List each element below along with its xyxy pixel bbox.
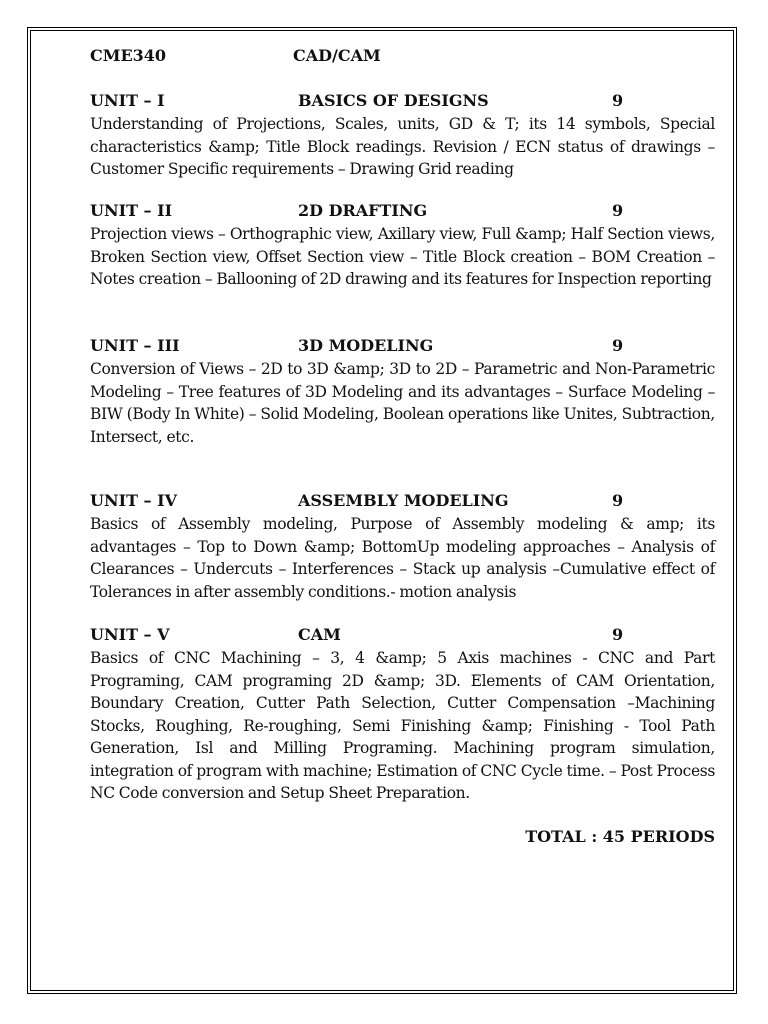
unit-hours: 9	[612, 491, 624, 510]
unit-5	[90, 625, 715, 805]
unit-hours: 9	[612, 336, 624, 355]
unit-label: UNIT – V	[90, 625, 170, 644]
unit-title: BASICS OF DESIGNS	[298, 91, 489, 110]
total-periods: TOTAL : 45 PERIODS	[525, 827, 715, 846]
unit-title: 3D MODELING	[298, 336, 434, 355]
course-header	[90, 46, 715, 68]
unit-content: Projection views – Orthographic view, Axillary view, Full &amp; Half Section views, Broken Section view, Offset Section view – Title Block creation – BOM Creation – Notes creation – Ballooning of 2D drawing and its features for Inspection reporting	[90, 225, 715, 288]
unit-hours: 9	[612, 201, 624, 220]
unit-1	[90, 91, 715, 181]
unit-2	[90, 201, 715, 291]
course-code: CME340	[90, 46, 167, 65]
unit-content: Conversion of Views – 2D to 3D &amp; 3D to 2D – Parametric and Non-Parametric Modeling – Tree features of 3D Modeling and its advantages – Surface Modeling – BIW (Body In White) – Solid Modeling, Boolean operations like Unites, Subtraction, Intersect, etc.	[90, 360, 715, 446]
unit-4	[90, 491, 715, 603]
unit-label: UNIT – I	[90, 91, 165, 110]
unit-hours: 9	[612, 625, 624, 644]
unit-header	[90, 201, 715, 223]
unit-content: Basics of Assembly modeling, Purpose of Assembly modeling & amp; its advantages – Top to Down &amp; BottomUp modeling approaches – Analysis of Clearances – Undercuts – Interferences – Stack up analysis –Cumulative effect of Tolerances in after assembly conditions.- motion analysis	[90, 515, 715, 601]
unit-content: Basics of CNC Machining – 3, 4 &amp; 5 Axis machines - CNC and Part Programing, CAM programing 2D &amp; 3D. Elements of CAM Orientation, Boundary Creation, Cutter Path Selection, Cutter Compensation –Machining Stocks, Roughing, Re-roughing, Semi Finishing &amp; Finishing - Tool Path Generation, Isl and Milling Programing. Machining program simulation, integration of program with machine; Estimation of CNC Cycle time. – Post Process NC Code conversion and Setup Sheet Preparation.	[90, 649, 715, 802]
unit-label: UNIT – IV	[90, 491, 178, 510]
unit-label: UNIT – II	[90, 201, 173, 220]
course-title: CAD/CAM	[293, 46, 381, 65]
unit-header	[90, 91, 715, 113]
unit-header	[90, 625, 715, 647]
unit-title: CAM	[298, 625, 341, 644]
unit-label: UNIT – III	[90, 336, 180, 355]
unit-title: 2D DRAFTING	[298, 201, 428, 220]
unit-header	[90, 491, 715, 513]
unit-hours: 9	[612, 91, 624, 110]
unit-content: Understanding of Projections, Scales, units, GD & T; its 14 symbols, Special characteristics &amp; Title Block readings. Revision / ECN status of drawings – Customer Specific requirements – Drawing Grid reading	[90, 115, 715, 178]
unit-3	[90, 336, 715, 448]
unit-title: ASSEMBLY MODELING	[298, 491, 509, 510]
unit-header	[90, 336, 715, 358]
